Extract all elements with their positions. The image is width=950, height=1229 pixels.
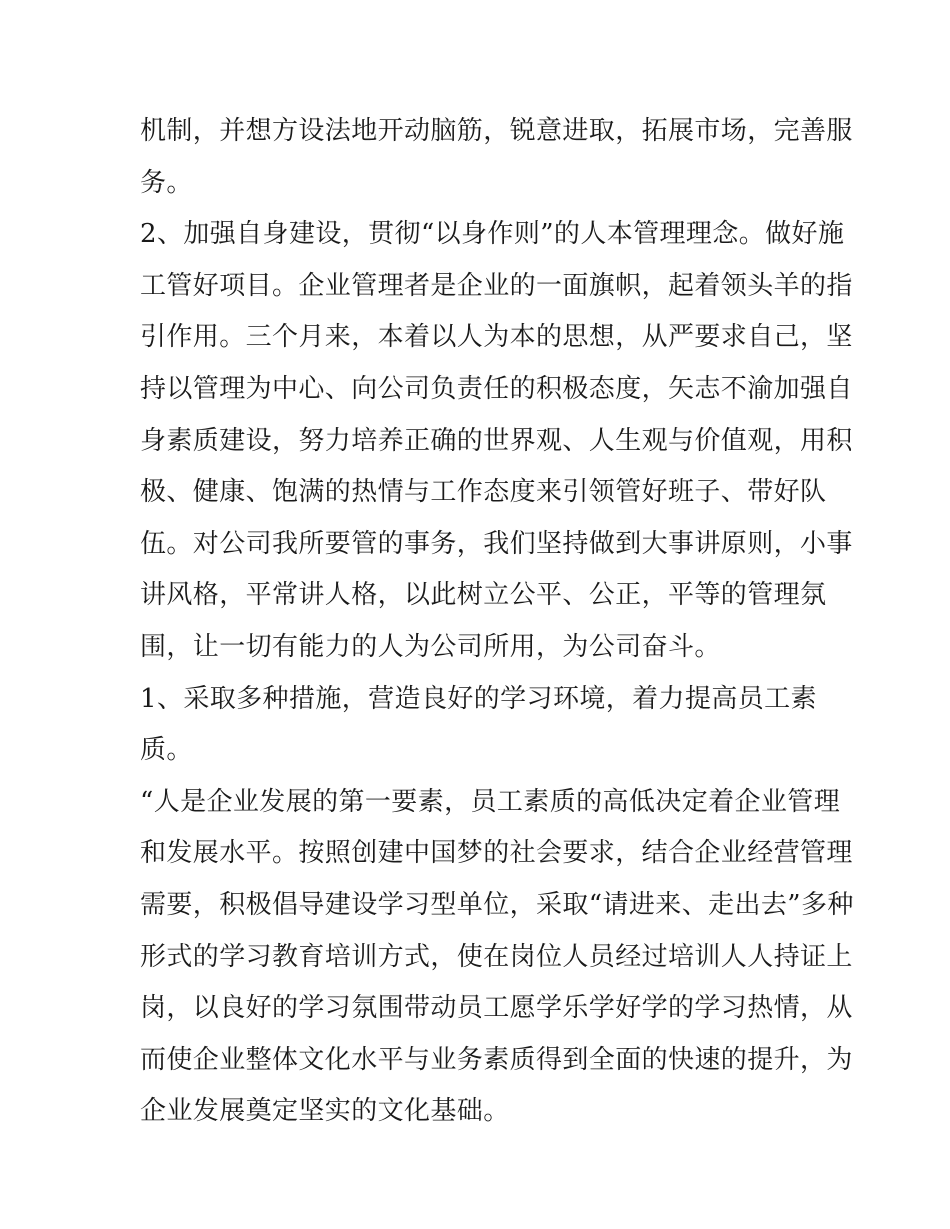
text-line: 机制，并想方设法地开动脑筋，锐意进取，拓展市场，完善服 xyxy=(140,116,853,146)
text-line: “人是企业发展的第一要素，员工素质的高低决定着企业管理 xyxy=(140,786,841,817)
text-line: 企业发展奠定坚实的文化基础。 xyxy=(140,1096,510,1127)
text-line: 引作用。三个月来，本着以人为本的思想，从严要求自己，坚 xyxy=(140,322,853,353)
text-line: 讲风格，平常讲人格，以此树立公平、公正，平等的管理氛 xyxy=(140,580,827,611)
text-line: 而使企业整体文化水平与业务素质得到全面的快速的提升，为 xyxy=(140,1044,853,1075)
text-line: 务。 xyxy=(140,167,193,198)
text-line: 2、加强自身建设，贯彻“以身作则”的人本管理理念。做好施 xyxy=(140,219,845,250)
text-line: 1、采取多种措施，营造良好的学习环境，着力提高员工素 xyxy=(140,683,817,714)
text-line: 工管好项目。企业管理者是企业的一面旗帜，起着领头羊的指 xyxy=(140,270,853,301)
text-line: 和发展水平。按照创建中国梦的社会要求，结合企业经营管理 xyxy=(140,838,853,869)
document-body-text xyxy=(140,106,854,1138)
text-line: 岗，以良好的学习氛围带动员工愿学乐学好学的学习热情，从 xyxy=(140,993,853,1024)
text-line: 形式的学习教育培训方式，使在岗位人员经过培训人人持证上 xyxy=(140,941,853,972)
text-line: 质。 xyxy=(140,735,193,766)
text-line: 伍。对公司我所要管的事务，我们坚持做到大事讲原则，小事 xyxy=(140,528,853,559)
text-line: 需要，积极倡导建设学习型单位，采取“请进来、走出去”多种 xyxy=(140,889,854,920)
text-line: 身素质建设，努力培养正确的世界观、人生观与价值观，用积 xyxy=(140,425,853,456)
text-line: 持以管理为中心、向公司负责任的积极态度，矢志不渝加强自 xyxy=(140,373,853,404)
text-line: 极、健康、饱满的热情与工作态度来引领管好班子、带好队 xyxy=(140,477,827,508)
text-line: 围，让一切有能力的人为公司所用，为公司奋斗。 xyxy=(140,631,721,662)
